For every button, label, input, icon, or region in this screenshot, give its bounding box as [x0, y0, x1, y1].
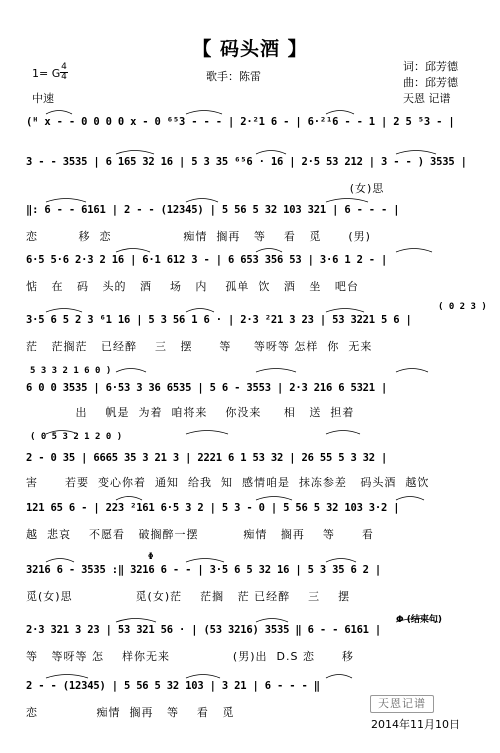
staff-row-8	[26, 490, 470, 546]
slur-arc	[326, 431, 360, 435]
lyric-line: 越 悲哀 不愿看 破搁醉一摆 痴情 搁再 等 看	[26, 528, 374, 541]
slur-arc	[326, 309, 364, 313]
slur-arc	[116, 619, 156, 623]
slur-arc	[116, 249, 150, 253]
slur-arc	[256, 619, 288, 623]
transcription-date: 2014年11月10日	[371, 718, 460, 731]
upper-voice-note: 5 3 3 2 1 6 0 )	[30, 366, 112, 376]
notation-line: 3 - - 3535 | 6 165 32 16 | 5 3 35 ⁶⁵6 · 16 | 2·5 53 212 | 3 - - ) 3535 |	[26, 156, 467, 168]
slur-arc	[256, 369, 296, 373]
lyric-line: 出 帆是 为着 咱将来 你没来 相 送 担着	[26, 406, 355, 419]
notation-line: 2 - - (12345) | 5 56 5 32 103 | 3 21 | 6 - - - ‖	[26, 680, 320, 692]
time-signature	[60, 63, 68, 82]
coda-sign: Φ	[148, 552, 154, 562]
slur-arc	[396, 151, 436, 155]
upper-voice-note: ( 0 2 3 )	[438, 302, 487, 312]
notation-line: (ᴴ x - - 0 0 0 0 x - 0 ⁶⁵3 - - - | 2·²1 6 - | 6·²¹6 - - 1 | 2 5 ⁵3 - |	[26, 116, 455, 128]
slur-arc	[256, 249, 282, 253]
upper-voice-note: ( 0 5 3 2 1 2 0 )	[30, 432, 123, 442]
slur-arc	[256, 151, 286, 155]
slur-arc	[116, 497, 142, 501]
slur-arc	[186, 111, 222, 115]
transcriber-credit: 天恩 记谱	[403, 92, 451, 105]
composer-credit: 曲：邱芳德	[403, 76, 458, 89]
staff-row-5	[26, 302, 487, 358]
lyric-line: 等 等呀等 怎 样你无来 (男)出 D.S 恋 移	[26, 650, 354, 663]
tempo-marking: 中速	[32, 92, 54, 105]
slur-arc	[326, 675, 352, 679]
slur-arc	[396, 249, 432, 253]
lyric-line: 恋 痴情 搁再 等 看 觅	[26, 706, 235, 719]
lyric-line: 茫 茫搁茫 已经醉 三 摆 等 等呀等 怎样 你 无来	[26, 340, 373, 353]
notation-line: 6·5 5·6 2·3 2 16 | 6·1 612 3 - | 6 653 356 53 | 3·6 1 2 - |	[26, 254, 388, 266]
staff-row-6	[26, 362, 470, 418]
slur-arc	[186, 431, 228, 435]
time-sig-top: 4	[61, 62, 67, 72]
slur-arc	[46, 309, 82, 313]
slur-arc	[186, 559, 224, 563]
slur-arc	[186, 309, 214, 313]
slur-arc	[116, 369, 146, 373]
notation-line: 2 - 0 35 | 6665 35 3 21 3 | 2221 6 1 53 32 | 26 55 5 3 32 |	[26, 452, 388, 464]
lyric-line: 惦 在 码 头的 酒 场 内 孤单 饮 酒 坐 吧台	[26, 280, 359, 293]
staff-row-3	[26, 192, 470, 248]
slur-arc	[396, 369, 428, 373]
transcriber-stamp: 天恩记谱	[370, 695, 434, 713]
notation-line: 3·5 6 5 2 3 ⁶1 16 | 5 3 56 1 6 · | 2·3 ²21 3 23 | 53 3221 5 6 |	[26, 314, 412, 326]
staff-row-4	[26, 242, 470, 298]
singer-credit: 歌手：陈雷	[206, 70, 261, 83]
slur-arc	[46, 199, 86, 203]
lyric-line: 恋 移 恋 痴情 搁再 等 看 觅 (男)	[26, 230, 371, 243]
notation-line: ‖: 6 - - 6161 | 2 - - (12345) | 5 56 5 32 103 321 | 6 - - - |	[26, 204, 400, 216]
slur-arc	[326, 111, 354, 115]
song-title: 【 码头酒 】	[192, 38, 308, 60]
lyric-line: 觅(女)思 觅(女)茫 茫搁 茫 已经醉 三 摆	[26, 590, 351, 603]
notation-line: 2·3 321 3 23 | 53 321 56 · | (53 3216) 3535 ‖ 6 - - 6161 |	[26, 624, 382, 636]
notation-line: 3216 6 - 3535 :‖ 3216 6 - - | 3·5 6 5 32 16 | 5 3 35 6 2 |	[26, 564, 382, 576]
slur-arc	[256, 497, 292, 501]
slur-arc	[326, 559, 356, 563]
lyric-line: (女)思	[26, 182, 385, 195]
slur-arc	[396, 497, 424, 501]
slur-arc	[326, 199, 368, 203]
slur-arc	[186, 675, 220, 679]
notation-line: 121 65 6 - | 223 ²161 6·5 3 2 | 5 3 - 0 | 5 56 5 32 103 3·2 |	[26, 502, 400, 514]
slur-arc	[46, 111, 72, 115]
coda-ending-mark: Φ (结束句)	[396, 615, 443, 625]
slur-arc	[186, 199, 218, 203]
staff-row-7	[26, 424, 470, 489]
notation-line: 6 0 0 3535 | 6·53 3 36 6535 | 5 6 - 3553 | 2·3 216 6 5321 |	[26, 382, 388, 394]
slur-arc	[116, 151, 154, 155]
key-signature: 1= G	[32, 67, 61, 80]
lyric-line: 害 若要 变心你着 通知 给我 知 感情咱是 抹冻参差 码头酒 越饮	[26, 476, 430, 489]
staff-row-10	[26, 612, 470, 668]
time-sig-bottom: 4	[61, 72, 67, 82]
lyricist-credit: 词：邱芳德	[403, 60, 458, 73]
slur-arc	[46, 559, 74, 563]
staff-row-9	[26, 552, 470, 608]
slur-arc	[46, 675, 88, 679]
